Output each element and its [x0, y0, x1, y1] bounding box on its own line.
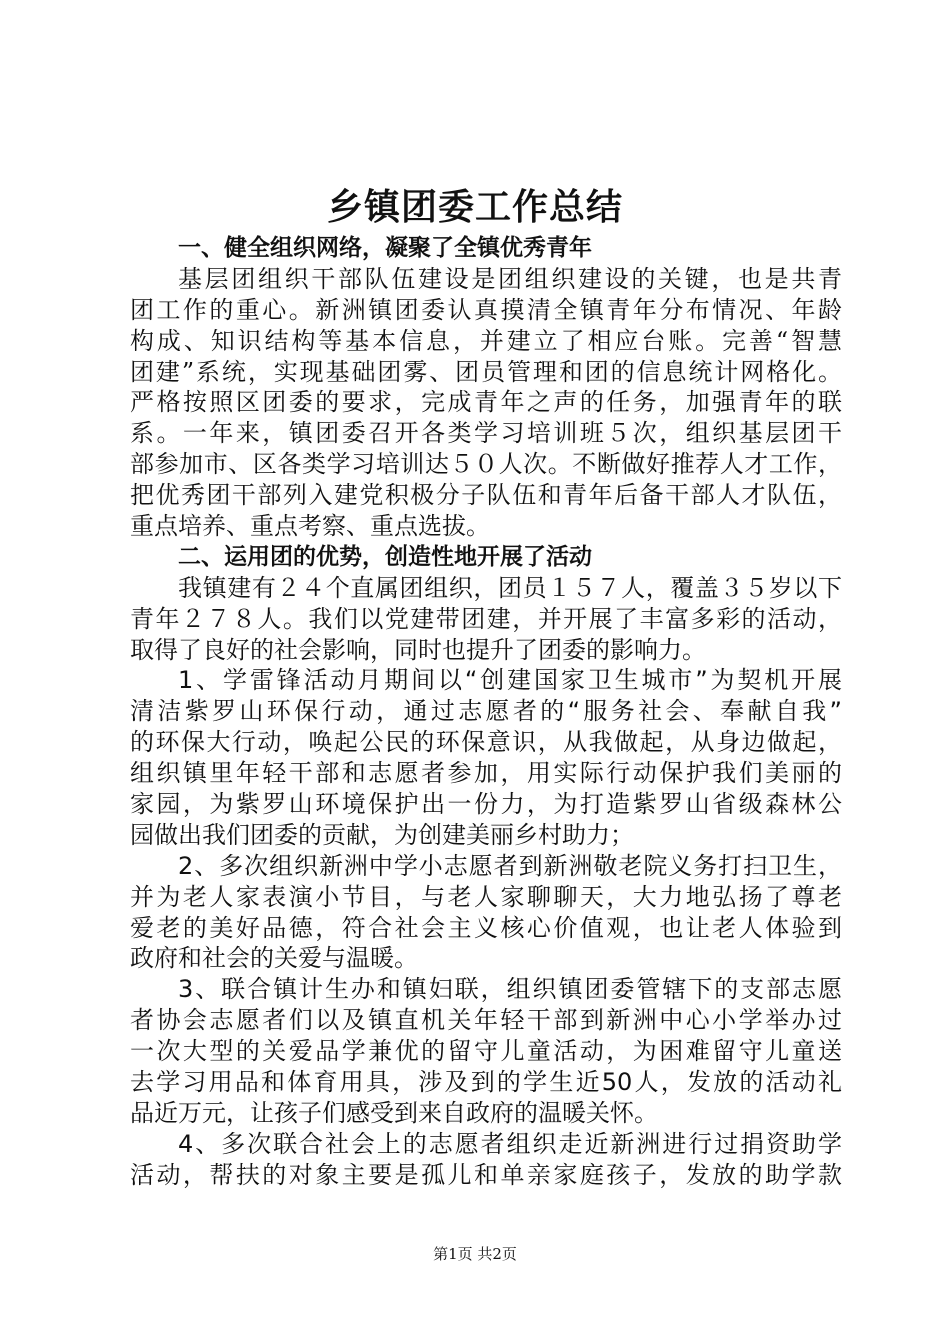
section-heading-text: 一、健全组织网络，凝聚了全镇优秀青年 — [178, 235, 592, 261]
list-item-line: 家园，为紫罗山环境保护出一份力，为打造紫罗山省级森林公 — [130, 790, 842, 819]
list-item-4 — [130, 1129, 842, 1191]
list-item-line: 的环保大行动，唤起公民的环保意识，从我做起，从身边做起， — [130, 728, 842, 757]
paragraph-line: 构成、知识结构等基本信息，并建立了相应台账。完善“智慧 — [130, 326, 842, 355]
section-heading-text: 二、运用团的优势，创造性地开展了活动 — [178, 543, 592, 570]
list-item-line: 一次大型的关爱品学兼优的留守儿童活动，为困难留守儿童送 — [130, 1037, 842, 1066]
section-heading-2 — [130, 542, 842, 573]
list-item-line: 3、联合镇计生办和镇妇联，组织镇团委管辖下的支部志愿 — [178, 975, 842, 1004]
section-paragraph-1 — [130, 264, 842, 542]
list-item-line: 活动，帮扶的对象主要是孤儿和单亲家庭孩子，发放的助学款 — [130, 1160, 842, 1189]
list-item-1 — [130, 665, 842, 850]
paragraph-line: 团建”系统，实现基础团雾、团员管理和团的信息统计网格化。 — [130, 357, 842, 386]
list-item-line: 去学习用品和体育用具，涉及到的学生近50人，发放的活动礼 — [130, 1068, 842, 1097]
section-paragraph-2 — [130, 573, 842, 666]
paragraph-line: 我镇建有２４个直属团组织，团员１５７人，覆盖３５岁以下 — [178, 573, 842, 602]
paragraph-line: 重点培养、重点考察、重点选拔。 — [130, 512, 490, 541]
list-item-line: 爱老的美好品德，符合社会主义核心价值观，也让老人体验到 — [130, 913, 842, 942]
paragraph-line: 部参加市、区各类学习培训达５０人次。不断做好推荐人才工作， — [130, 450, 842, 479]
page-footer: 第1页 共2页 — [433, 1245, 517, 1263]
list-item-line: 并为老人家表演小节目，与老人家聊聊天，大力地弘扬了尊老 — [130, 882, 842, 911]
list-item-line: 者协会志愿者们以及镇直机关年轻干部到新洲中心小学举办过 — [130, 1006, 842, 1035]
document-title: 乡镇团委工作总结 — [326, 187, 623, 228]
list-item-line: 清洁紫罗山环保行动，通过志愿者的“服务社会、奉献自我” — [130, 697, 842, 726]
list-item-line: 2、多次组织新洲中学小志愿者到新洲敬老院义务打扫卫生， — [178, 851, 842, 880]
list-item-line: 4、多次联合社会上的志愿者组织走近新洲进行过捐资助学 — [178, 1129, 842, 1158]
list-item-line: 1、学雷锋活动月期间以“创建国家卫生城市”为契机开展 — [178, 666, 842, 695]
paragraph-line: 取得了良好的社会影响，同时也提升了团委的影响力。 — [130, 635, 706, 664]
list-item-line: 政府和社会的关爱与温暖。 — [130, 944, 418, 973]
list-item-line: 品近万元，让孩子们感受到来自政府的温暖关怀。 — [130, 1098, 658, 1127]
paragraph-line: 青年２７８人。我们以党建带团建，并开展了丰富多彩的活动， — [130, 604, 842, 633]
paragraph-line: 团工作的重心。新洲镇团委认真摸清全镇青年分布情况、年龄 — [130, 295, 842, 324]
list-item-line: 组织镇里年轻干部和志愿者参加，用实际行动保护我们美丽的 — [130, 759, 842, 788]
paragraph-line: 严格按照区团委的要求，完成青年之声的任务，加强青年的联 — [130, 388, 842, 417]
list-item-2 — [130, 851, 842, 975]
document-body — [130, 233, 842, 1191]
paragraph-line: 基层团组织干部队伍建设是团组织建设的关键，也是共青 — [178, 264, 842, 293]
list-item-line: 园做出我们团委的贡献，为创建美丽乡村助力； — [130, 820, 634, 849]
paragraph-line: 系。一年来，镇团委召开各类学习培训班５次，组织基层团干 — [130, 419, 842, 448]
section-heading-1 — [130, 233, 842, 264]
paragraph-line: 把优秀团干部列入建党积极分子队伍和青年后备干部人才队伍， — [130, 481, 842, 510]
list-item-3 — [130, 974, 842, 1128]
